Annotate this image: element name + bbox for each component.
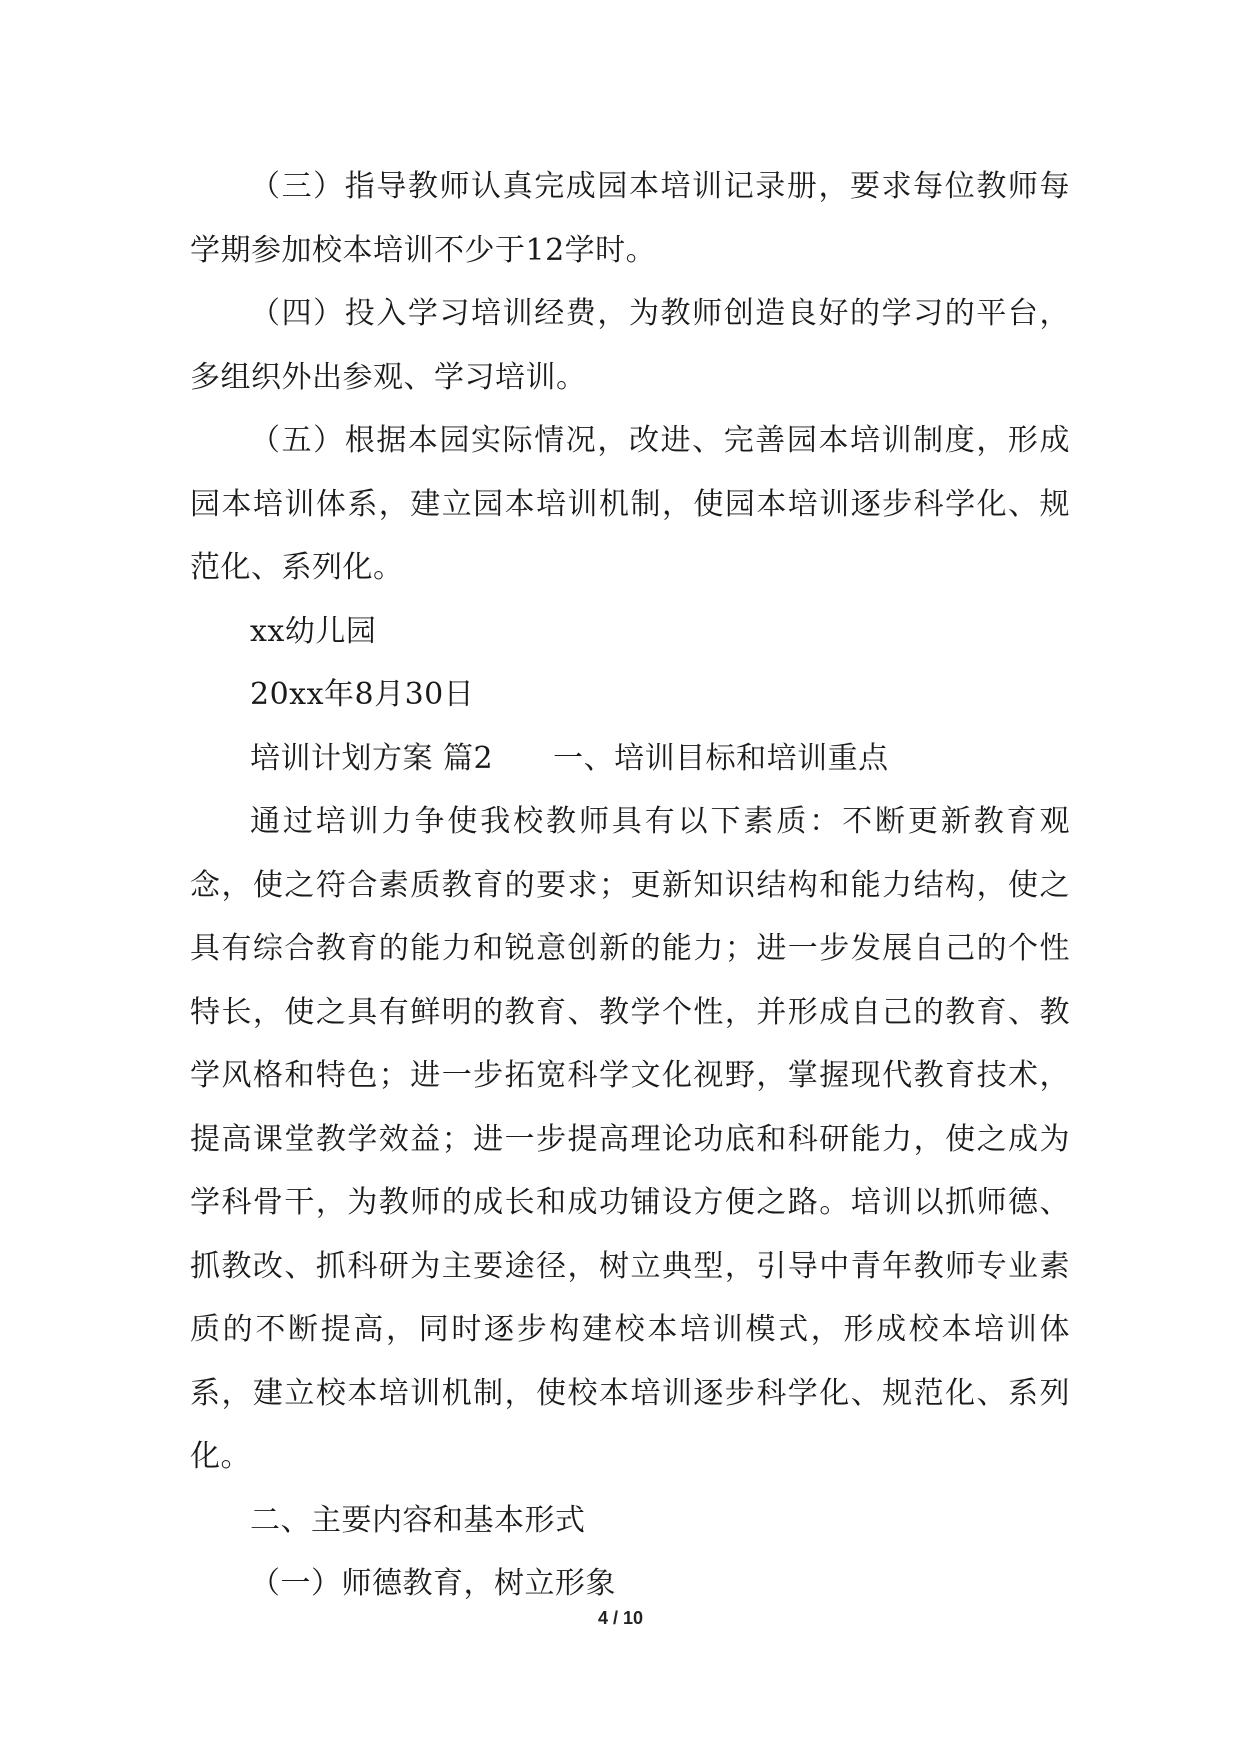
section-title-line (190, 727, 1070, 791)
paragraph-3: （三）指导教师认真完成园本培训记录册，要求每位教师每学期参加校本培训不少于12学时。 (190, 169, 1070, 268)
document-body (190, 155, 1070, 1616)
heading-main-content: 二、主要内容和基本形式 (250, 1502, 586, 1538)
paragraph-5: （五）根据本园实际情况，改进、完善园本培训制度，形成园本培训体系，建立园本培训机制，使园本培训逐步科学化、规范化、系列化。 (190, 423, 1070, 585)
date-line: 20xx年8月30日 (250, 677, 475, 712)
paragraph-4: （四）投入学习培训经费，为教师创造良好的学习的平台，多组织外出参观、学习培训。 (190, 296, 1070, 395)
heading-ethics-education: （一）师德教育，树立形象 (250, 1566, 616, 1601)
section-title: 培训计划方案 篇2 (250, 740, 494, 776)
section-heading: 一、培训目标和培训重点 (553, 740, 889, 776)
paragraph-goals: 通过培训力争使我校教师具有以下素质：不断更新教育观念，使之符合素质教育的要求；更新知识结构和能力结构，使之具有综合教育的能力和锐意创新的能力；进一步发展自己的个性特长，使之具有鲜明的教育、教学个性，并形成自己的教育、教学风格和特色；进一步拓宽科学文化视野，掌握现代教育技术，提高课堂教学效益；进一步提高理论功底和科研能力，使之成为学科骨干，为教师的成长和成功铺设方便之路。培训以抓师德、抓教改、抓科研为主要途径，树立典型，引导中青年教师专业素质的不断提高，同时逐步构建校本培训模式，形成校本培训体系，建立校本培训机制，使校本培训逐步科学化、规范化、系列化。 (190, 804, 1070, 1474)
page-number: 4 / 10 (597, 1608, 644, 1628)
signature-line: xx幼儿园 (250, 613, 377, 649)
